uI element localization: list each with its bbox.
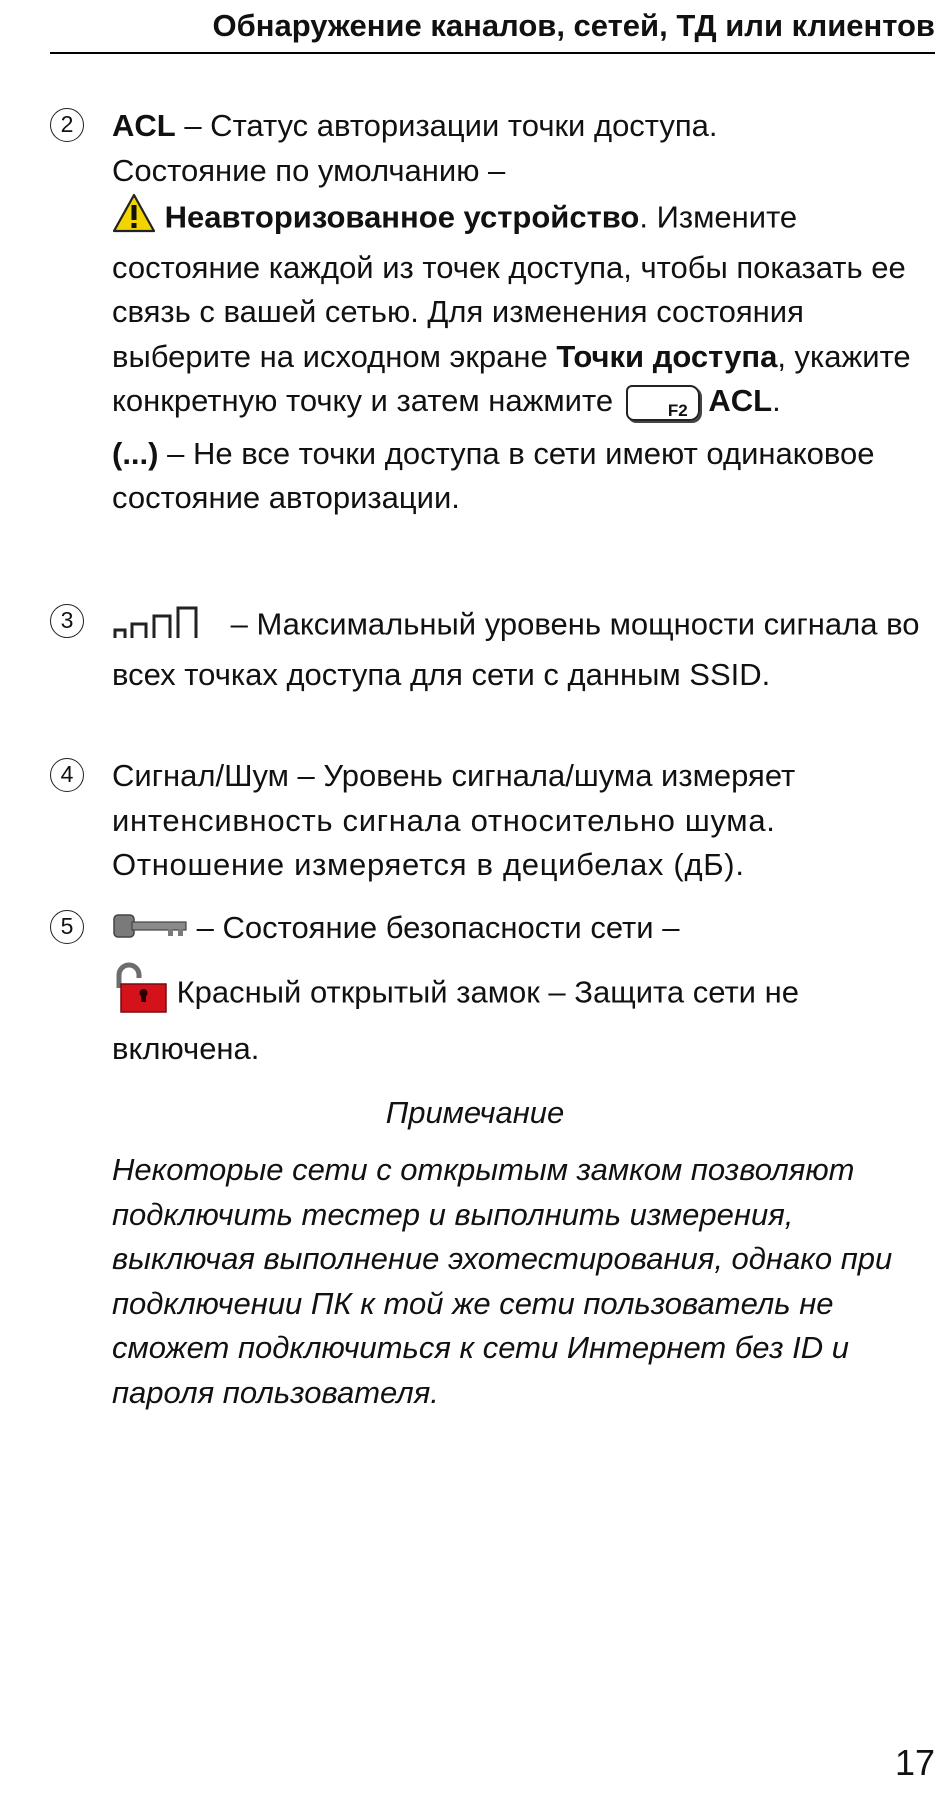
security-text-2: Красный открытый замок – Защита сети не включена. (112, 974, 799, 1066)
key-icon (112, 908, 188, 953)
unauthorized-device-label: Неавторизованное устройство (164, 199, 640, 235)
note-title: Примечание (385, 1095, 565, 1130)
acl-text-3: . Измените состояние каждой из точек доступа, чтобы показать ее связь с вашей сетью. Для изменения состояния выберите на исходном экране (112, 199, 906, 374)
item-signal (50, 600, 930, 697)
acl-term: ACL (112, 108, 176, 143)
snr-text-2: интенсивность сигнала относительно шума. (112, 802, 776, 838)
snr-text-3: Отношение измеряется в децибелах (дБ). (112, 847, 745, 882)
acl-term-2: ACL (708, 383, 773, 418)
note-body: Некоторые сети с открытым замком позволяют подключить тестер и выполнить измерения, выключая выполнение эхотестирования, однако при подключении ПК к той же сети пользователь не сможет подключиться к сети Интернет без ID и пароля пользователя. (112, 1152, 893, 1410)
item-security (50, 906, 930, 1071)
f2-key-icon: F2 (626, 385, 700, 421)
item-number-2: 2 (50, 108, 84, 142)
signal-bars-icon (112, 600, 222, 653)
signal-text: – Максимальный уровень мощности сигнала во всех точках доступа для сети с данным SSID. (112, 606, 920, 692)
acl-text-4: , укажите конкретную точку и затем нажмите (112, 338, 911, 418)
item-snr (50, 754, 930, 888)
page-header: Обнаружение каналов, сетей, ТД или клиентов (50, 8, 935, 54)
acl-text-2: Состояние по умолчанию – (112, 152, 506, 188)
item-number-5: 5 (50, 910, 84, 944)
red-open-lock-icon (112, 962, 168, 1027)
item-number-3: 3 (50, 604, 84, 638)
warning-icon (112, 193, 156, 246)
acl-text-1: – Статус авторизации точки доступа. (175, 108, 718, 143)
item-acl (50, 104, 930, 521)
snr-text-1: Сигнал/Шум – Уровень сигнала/шума измеряет (112, 758, 796, 793)
acl-period: . (772, 383, 781, 418)
access-points-label: Точки доступа (556, 338, 778, 374)
page-number: 17 (894, 1742, 935, 1783)
partial-term: (...) (112, 435, 159, 471)
partial-text: – Не все точки доступа в сети имеют одинаковое состояние авторизации. (112, 435, 875, 515)
item-number-4: 4 (50, 758, 84, 792)
security-text-1: – Состояние безопасности сети – (188, 910, 680, 945)
